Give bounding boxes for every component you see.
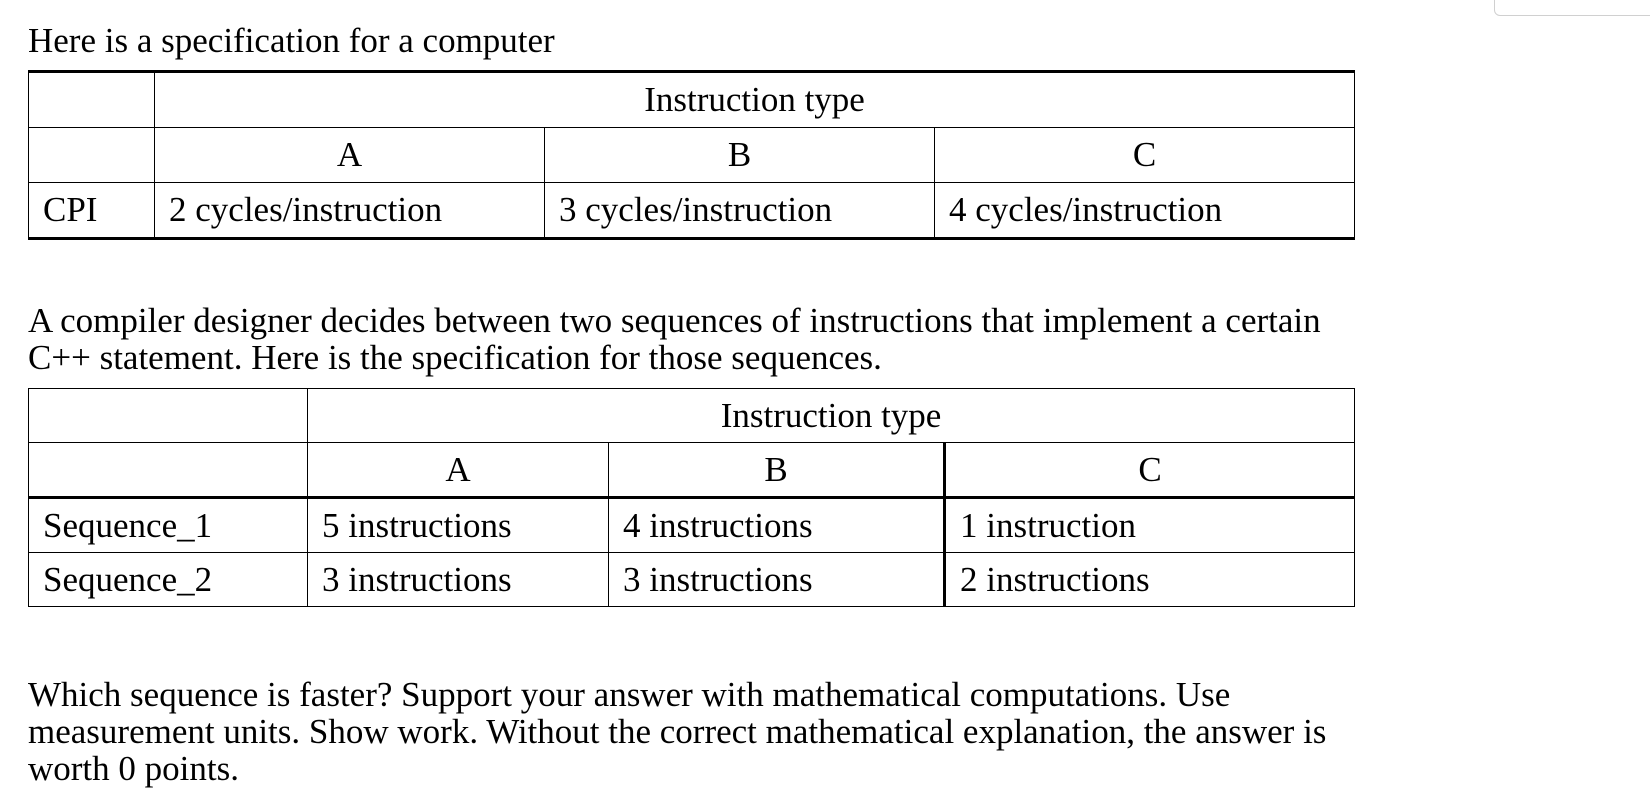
sequence-table — [28, 388, 1355, 607]
sequence-1-value-c: 1 instruction — [945, 498, 1355, 553]
cpi-values-row — [29, 183, 1355, 239]
sequence-1-value-b: 4 instructions — [609, 498, 945, 553]
sequence-2-value-b: 3 instructions — [609, 553, 945, 607]
cpi-type-c: C — [935, 128, 1355, 183]
cpi-header-row — [29, 72, 1355, 128]
sequence-type-row — [29, 443, 1355, 498]
sequence-2-row — [29, 553, 1355, 607]
sequence-2-label: Sequence_2 — [29, 553, 308, 607]
cpi-type-a: A — [155, 128, 545, 183]
sequence-2-value-c: 2 instructions — [945, 553, 1355, 607]
sequence-1-row — [29, 498, 1355, 553]
question-line1: Which sequence is faster? Support your answer with mathematical computations. Use — [28, 675, 1231, 714]
cpi-value-c: 4 cycles/instruction — [935, 183, 1355, 239]
cpi-type-row — [29, 128, 1355, 183]
cpi-table — [28, 70, 1355, 240]
cpi-row-label: CPI — [29, 183, 155, 239]
cpi-corner-cell — [29, 72, 155, 128]
cpi-value-b: 3 cycles/instruction — [545, 183, 935, 239]
question-text — [28, 676, 1326, 787]
sequence-type-a: A — [308, 443, 609, 498]
sequence-header-row — [29, 389, 1355, 443]
cpi-instruction-type-header: Instruction type — [155, 72, 1355, 128]
sequence-1-value-a: 5 instructions — [308, 498, 609, 553]
sequence-empty-cell — [29, 443, 308, 498]
intro-text: Here is a specification for a computer — [28, 21, 555, 60]
question-line3: worth 0 points. — [28, 749, 239, 788]
sequence-1-label: Sequence_1 — [29, 498, 308, 553]
sequence-instruction-type-header: Instruction type — [308, 389, 1355, 443]
sequence-type-c: C — [945, 443, 1355, 498]
sequence-type-b: B — [609, 443, 945, 498]
cpi-value-a: 2 cycles/instruction — [155, 183, 545, 239]
compiler-description-line2: C++ statement. Here is the specification for those sequences. — [28, 338, 882, 377]
compiler-description-line1: A compiler designer decides between two sequences of instructions that implement a certain — [28, 301, 1321, 340]
cpi-empty-cell — [29, 128, 155, 183]
compiler-description — [28, 302, 1321, 376]
corner-frame — [1494, 0, 1650, 16]
cpi-type-b: B — [545, 128, 935, 183]
sequence-2-value-a: 3 instructions — [308, 553, 609, 607]
sequence-corner-cell — [29, 389, 308, 443]
question-line2: measurement units. Show work. Without the correct mathematical explanation, the answer is — [28, 712, 1327, 751]
